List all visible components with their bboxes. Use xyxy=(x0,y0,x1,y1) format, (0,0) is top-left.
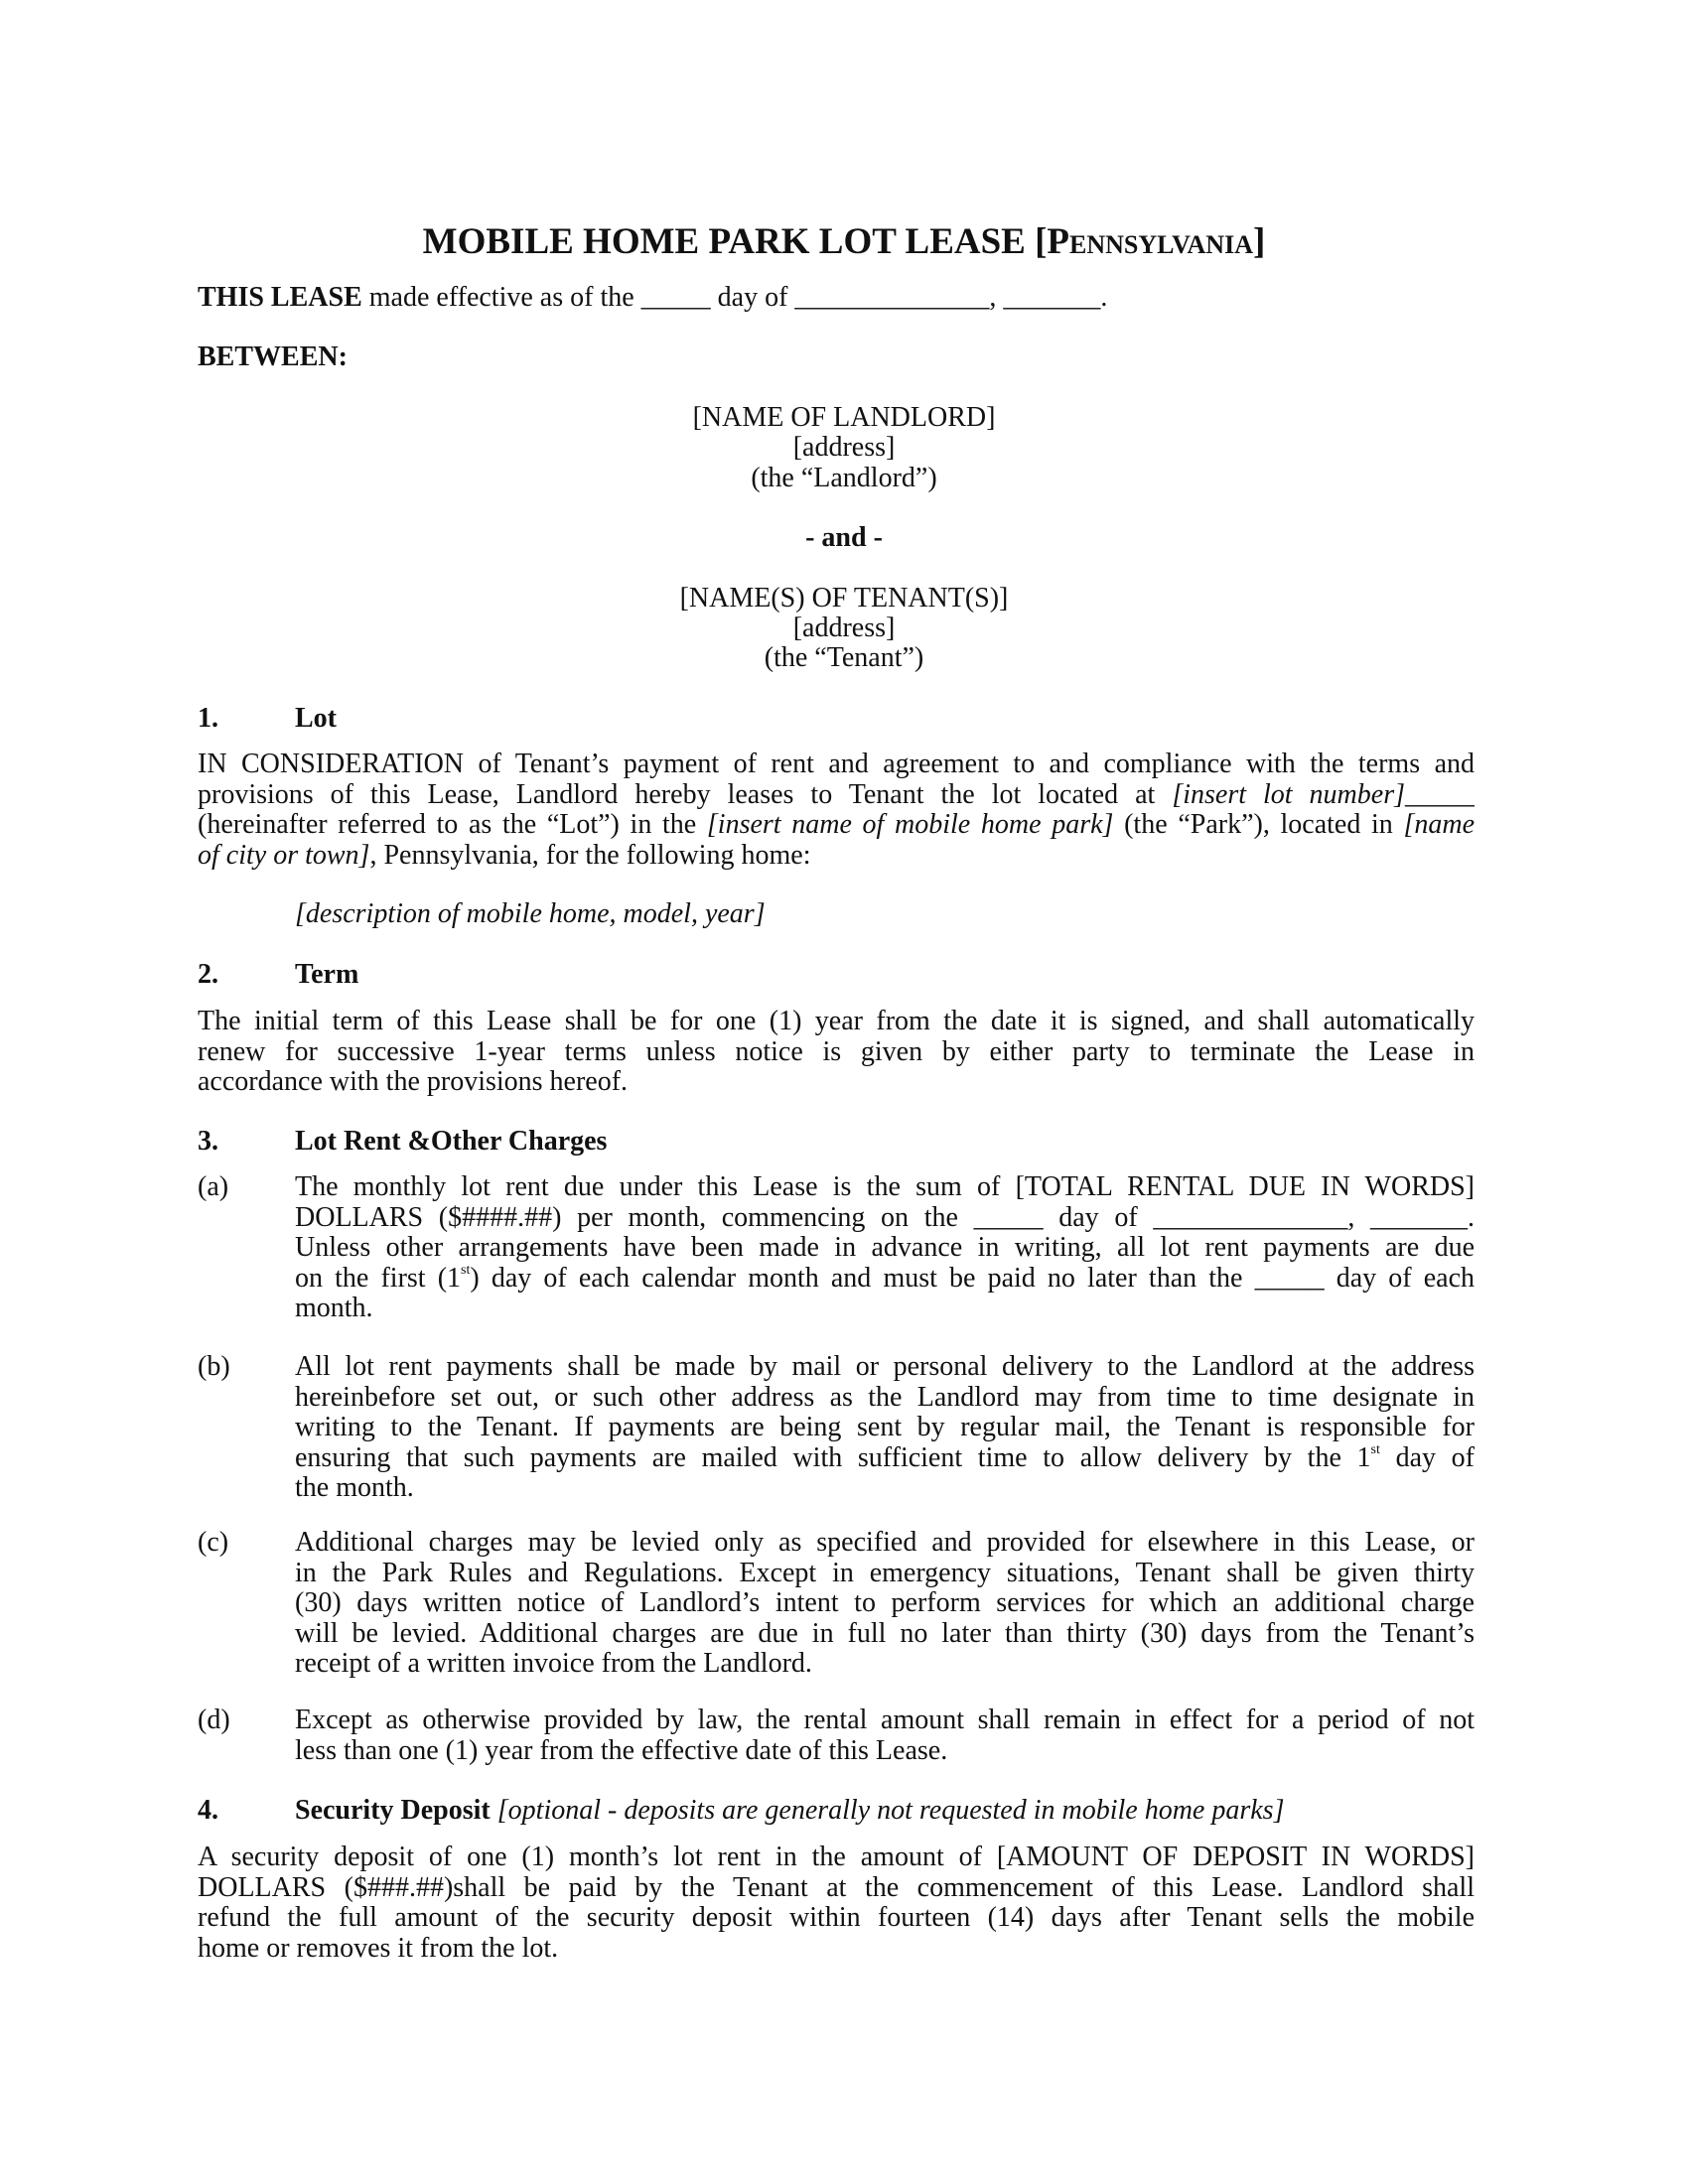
tenant-address: [address] xyxy=(792,613,896,643)
text-line xyxy=(295,1588,1475,1619)
text-segment: (the “Park”), located in xyxy=(1113,810,1404,840)
section-4-note: [optional - deposits are generally not requested in mobile home parks] xyxy=(490,1795,1285,1826)
text-segment: _____ xyxy=(1405,779,1475,810)
ordinal-suffix: st xyxy=(461,1263,471,1278)
rent-item-paragraph xyxy=(295,1172,1475,1324)
text-segment: ensuring that such payments are mailed with sufficient time to allow delivery by the 1 xyxy=(295,1442,1371,1473)
landlord-name: [NAME OF LANDLORD] xyxy=(692,402,996,433)
text-line xyxy=(198,1843,1475,1873)
item-label: (a) xyxy=(198,1171,229,1202)
text-segment: receipt of a written invoice from the Landlord. xyxy=(295,1649,812,1679)
between-label: BETWEEN: xyxy=(198,341,348,372)
text-segment: A security deposit of one (1) month’s lot rent in the amount of [AMOUNT OF DEPOSIT IN WORDS] xyxy=(198,1843,1475,1872)
term-paragraph xyxy=(198,1007,1475,1098)
text-segment: provisions of this Lease, Landlord hereby leases to Tenant the lot located at xyxy=(198,779,1173,810)
text-line xyxy=(198,750,1475,780)
item-label: (b) xyxy=(198,1351,230,1382)
text-line xyxy=(295,1264,1475,1295)
intro-lead: THIS LEASE xyxy=(198,282,362,313)
text-line xyxy=(295,1172,1475,1203)
text-line xyxy=(295,1619,1475,1650)
text-line xyxy=(295,1528,1475,1559)
text-segment: renew for successive 1-year terms unless notice is given by either party to terminate the Lease in xyxy=(198,1036,1475,1067)
text-segment: (30) days written notice of Landlord’s intent to perform services for which an additional charge xyxy=(295,1588,1475,1618)
document-title xyxy=(0,220,1688,263)
text-segment: DOLLARS ($####.##) per month, commencing on the _____ day of ______________, _______. xyxy=(295,1202,1475,1233)
tenant-defined: (the “Tenant”) xyxy=(764,642,924,673)
section-4-title: Security Deposit xyxy=(295,1795,491,1826)
placeholder-text: [insert lot number] xyxy=(1172,779,1405,810)
text-segment: Unless other arrangements have been made in advance in writing, all lot rent payments are due xyxy=(295,1233,1475,1263)
text-line xyxy=(295,1473,1475,1504)
text-line xyxy=(295,1649,1475,1680)
placeholder-text: [name xyxy=(1403,810,1475,840)
deposit-paragraph xyxy=(198,1843,1475,1964)
text-segment: accordance with the provisions hereof. xyxy=(198,1067,629,1097)
rent-item-paragraph xyxy=(295,1528,1475,1680)
section-3-heading: Lot Rent &Other Charges xyxy=(295,1126,608,1157)
text-segment: writing to the Tenant. If payments are being sent by regular mail, the Tenant is responsible for xyxy=(295,1413,1475,1442)
text-segment: IN CONSIDERATION of Tenant’s payment of rent and agreement to and compliance with the terms and xyxy=(198,750,1475,779)
text-line xyxy=(295,1294,1475,1324)
text-line xyxy=(295,1203,1475,1234)
ordinal-suffix: st xyxy=(1370,1442,1380,1457)
text-line xyxy=(295,1352,1475,1383)
text-line xyxy=(198,1007,1475,1037)
text-line xyxy=(295,1443,1475,1474)
text-line xyxy=(295,1736,1475,1767)
title-text: MOBILE HOME PARK LOT LEASE [ xyxy=(422,221,1048,262)
text-segment: hereinbefore set out, or such other address as the Landlord may from time to time designate in xyxy=(295,1382,1475,1413)
landlord-address: [address] xyxy=(792,432,896,463)
section-4-heading xyxy=(295,1796,1284,1826)
intro-line xyxy=(198,283,1107,313)
section-1-number: 1. xyxy=(198,703,218,734)
text-segment: month. xyxy=(295,1294,373,1323)
text-line xyxy=(198,1873,1475,1904)
rent-item-paragraph xyxy=(295,1706,1475,1766)
home-description xyxy=(295,899,1475,930)
text-line xyxy=(198,1067,1475,1098)
placeholder-text: of city or town] xyxy=(198,840,370,871)
tenant-name: [NAME(S) OF TENANT(S)] xyxy=(679,583,1009,614)
landlord-defined: (the “Landlord”) xyxy=(751,463,937,493)
section-3-number: 3. xyxy=(198,1126,218,1157)
section-4-number: 4. xyxy=(198,1795,218,1826)
text-line xyxy=(198,780,1475,811)
text-line xyxy=(198,841,1475,872)
item-label: (c) xyxy=(198,1527,229,1558)
text-segment: ) day of each calendar month and must be paid no later than the _____ day of each xyxy=(470,1263,1475,1294)
text-line xyxy=(198,810,1475,841)
text-segment: , Pennsylvania, for the following home: xyxy=(369,840,811,871)
text-line xyxy=(198,1903,1475,1934)
text-segment: home or removes it from the lot. xyxy=(198,1933,559,1964)
section-2-heading: Term xyxy=(295,959,359,990)
text-segment: The initial term of this Lease shall be for one (1) year from the date it is signed, and shall automatically xyxy=(198,1007,1475,1036)
title-close: ] xyxy=(1252,221,1266,262)
section-1-heading: Lot xyxy=(295,703,337,734)
text-segment: Except as otherwise provided by law, the rental amount shall remain in effect for a period of not xyxy=(295,1706,1475,1735)
section-2-number: 2. xyxy=(198,959,218,990)
text-segment: (hereinafter referred to as the “Lot”) in the xyxy=(198,810,707,840)
text-line xyxy=(295,1233,1475,1264)
text-segment: less than one (1) year from the effective date of this Lease. xyxy=(295,1735,948,1766)
intro-rest: made effective as of the _____ day of ______________, _______. xyxy=(361,282,1108,313)
rent-item-paragraph xyxy=(295,1352,1475,1504)
placeholder-text: [description of mobile home, model, year] xyxy=(295,899,766,929)
text-segment: on the first (1 xyxy=(295,1263,462,1294)
text-segment: day of xyxy=(1379,1442,1475,1473)
text-line xyxy=(198,1934,1475,1965)
text-segment: The monthly lot rent due under this Lease is the sum of [TOTAL RENTAL DUE IN WORDS] xyxy=(295,1172,1475,1202)
text-segment: the month. xyxy=(295,1473,414,1503)
text-line xyxy=(295,1559,1475,1589)
text-line xyxy=(295,1413,1475,1443)
text-segment: Additional charges may be levied only as specified and provided for elsewhere in this Lease, or xyxy=(295,1528,1475,1558)
text-segment: will be levied. Additional charges are due in full no later than thirty (30) days from the Tenant’s xyxy=(295,1618,1475,1649)
title-state: Pennsylvania xyxy=(1047,221,1253,262)
placeholder-text: [insert name of mobile home park] xyxy=(706,810,1114,840)
text-segment: All lot rent payments shall be made by mail or personal delivery to the Landlord at the address xyxy=(295,1352,1475,1382)
text-line xyxy=(295,1706,1475,1736)
text-segment: refund the full amount of the security deposit within fourteen (14) days after Tenant sells the mobile xyxy=(198,1903,1475,1933)
item-label: (d) xyxy=(198,1705,230,1735)
text-line xyxy=(295,1383,1475,1414)
and-separator: - and - xyxy=(805,522,883,553)
text-line xyxy=(295,899,1475,930)
text-segment: in the Park Rules and Regulations. Except in emergency situations, Tenant shall be given thirty xyxy=(295,1558,1475,1588)
lot-paragraph xyxy=(198,750,1475,871)
text-segment: DOLLARS ($###.##)shall be paid by the Tenant at the commencement of this Lease. Landlord shall xyxy=(198,1872,1475,1903)
text-line xyxy=(198,1037,1475,1068)
